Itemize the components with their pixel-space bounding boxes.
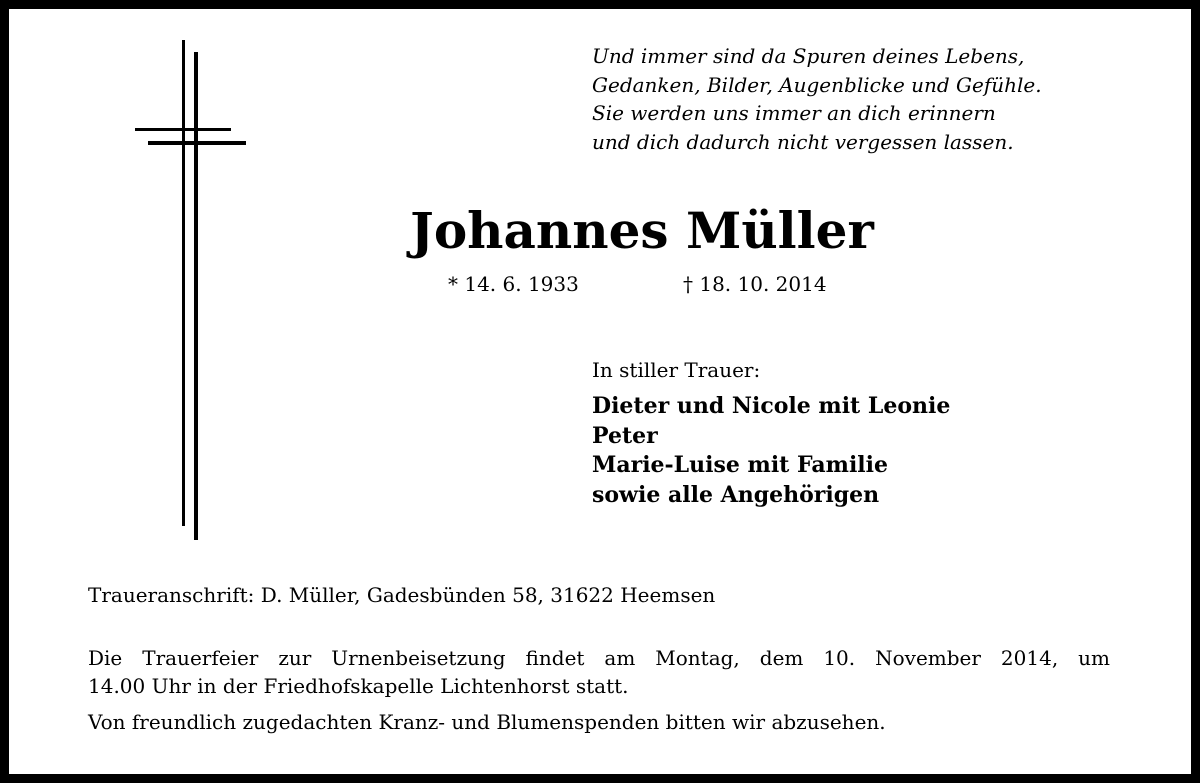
mourners-list: [592, 392, 950, 510]
mourner-entry: Dieter und Nicole mit Leonie: [592, 393, 951, 419]
cross-vertical-thick: [194, 52, 198, 540]
poem-line: Sie werden uns immer an dich erinnern: [592, 101, 996, 125]
service-line: 14.00 Uhr in der Friedhofskapelle Lichtenhorst statt.: [88, 674, 629, 698]
poem: [592, 42, 1042, 156]
birth-date: * 14. 6. 1933: [448, 272, 579, 296]
cross-horizontal-thin: [135, 128, 231, 131]
mourner-entry: Marie-Luise mit Familie: [592, 452, 889, 478]
service-line: Die Trauerfeier zur Urnenbeisetzung findet am Montag, dem 10. November 2014, um: [88, 646, 1110, 670]
death-date: † 18. 10. 2014: [683, 272, 827, 296]
cross-horizontal-thick: [148, 141, 246, 145]
mourner-entry: sowie alle Angehörigen: [592, 481, 880, 508]
donations-note: Von freundlich zugedachten Kranz- und Blumenspenden bitten wir abzusehen.: [88, 710, 886, 734]
mourner-entry: Peter: [592, 422, 658, 449]
cross-icon: [0, 0, 260, 550]
cross-vertical-thin: [182, 40, 185, 526]
mourning-label: In stiller Trauer:: [592, 358, 761, 382]
mourning-address: Traueranschrift: D. Müller, Gadesbünden 58, 31622 Heemsen: [88, 583, 716, 607]
poem-line: und dich dadurch nicht vergessen lassen.: [592, 129, 1014, 154]
poem-line: Gedanken, Bilder, Augenblicke und Gefühle.: [592, 72, 1042, 97]
service-announcement: [88, 644, 1110, 700]
deceased-name: Johannes Müller: [410, 201, 874, 260]
poem-line: Und immer sind da Spuren deines Lebens,: [592, 44, 1025, 68]
